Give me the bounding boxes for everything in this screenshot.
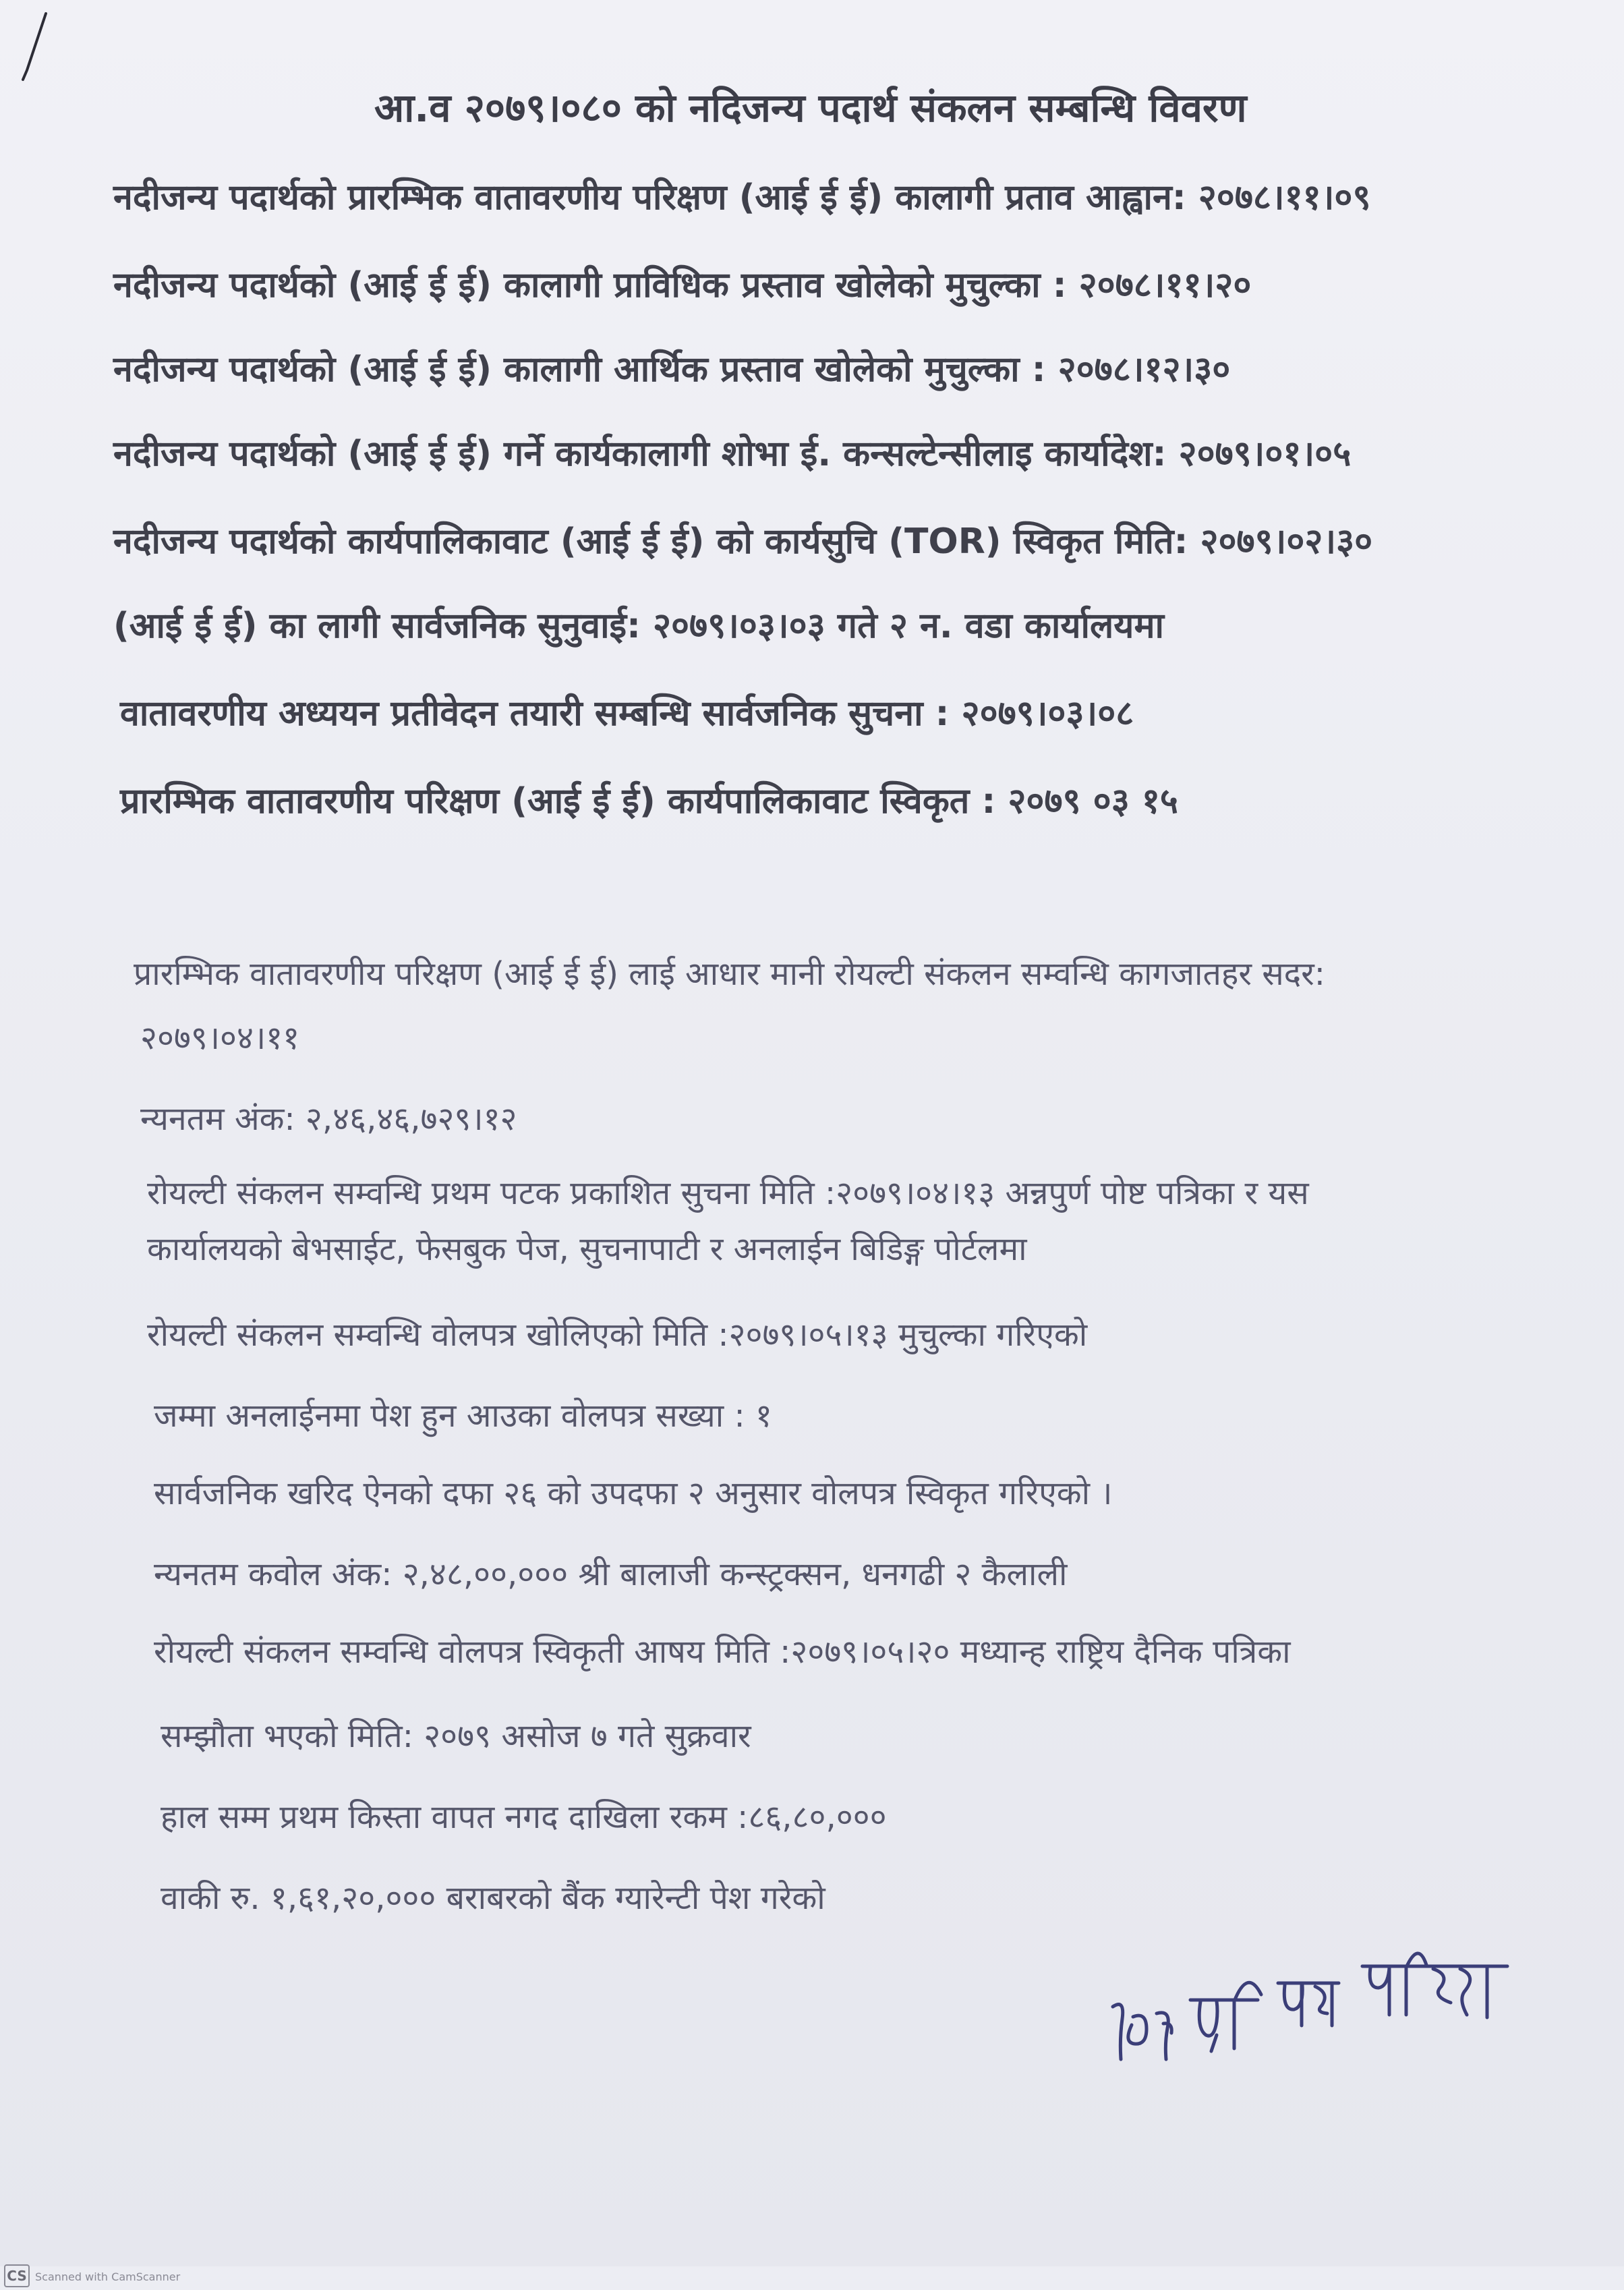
line-bid-opening: रोयल्टी संकलन सम्वन्धि वोलपत्र खोलिएको मिति :२०७९।०५।१३ मुचुल्का गरिएको: [147, 1316, 1088, 1354]
line-bank-guarantee: वाकी रु. १,६१,२०,००० बराबरको बैंक ग्यारेन्टी पेश गरेको: [161, 1879, 825, 1917]
line-technical-proposal: नदीजन्य पदार्थको (आई ई ई) कालागी प्राविधिक प्रस्ताव खोलेको मुचुल्का : २०७८।११।२०: [113, 265, 1252, 306]
line-public-notice: वातावरणीय अध्ययन प्रतीवेदन तयारी सम्बन्धि सार्वजनिक सुचना : २०७९।०३।०८: [120, 693, 1134, 734]
line-agreement-date: सम्झौता भएको मिति: २०७९ असोज ७ गते सुक्रवार: [161, 1717, 751, 1755]
line-first-installment: हाल सम्म प्रथम किस्ता वापत नगद दाखिला रकम :८६,८०,०००: [161, 1798, 887, 1836]
line-tor-approval: नदीजन्य पदार्थको कार्यपालिकावाट (आई ई ई) को कार्यसुचि (TOR) स्विकृत मिति: २०७९।०२।३०: [113, 521, 1373, 562]
camscanner-watermark-text: Scanned with CamScanner: [35, 2270, 181, 2283]
line-first-notice-cont: कार्यालयको बेभसाईट, फेसबुक पेज, सुचनापाटी र अनलाईन बिडिङ्ग पोर्टलमा: [147, 1230, 1027, 1268]
camscanner-logo: CS: [4, 2264, 30, 2287]
line-work-order: नदीजन्य पदार्थको (आई ई ई) गर्ने कार्यकालागी शोभा ई. कन्सल्टेन्सीलाइ कार्यादेश: २०७९।०१।०५: [113, 434, 1352, 474]
line-iee-approval: प्रारम्भिक वातावरणीय परिक्षण (आई ई ई) कार्यपालिकावाट स्विकृत : २०७९ ०३ १५: [120, 781, 1178, 822]
line-financial-proposal: नदीजन्य पदार्थको (आई ई ई) कालागी आर्थिक प्रस्ताव खोलेको मुचुल्का : २०७८।१२।३०: [113, 349, 1231, 390]
line-public-hearing: (आई ई ई) का लागी सार्वजनिक सुनुवाई: २०७९।०३।०३ गते २ न. वडा कार्यालयमा: [113, 606, 1165, 646]
line-bid-count: जम्मा अनलाईनमा पेश हुन आउका वोलपत्र सख्या : १: [154, 1397, 772, 1435]
line-procurement-act: सार्वजनिक खरिद ऐनको दफा २६ को उपदफा २ अनुसार वोलपत्र स्विकृत गरिएको ।: [154, 1475, 1113, 1512]
line-royalty-documents-date: २०७९।०४।११: [140, 1019, 300, 1057]
line-bid-acceptance: रोयल्टी संकलन सम्वन्धि वोलपत्र स्विकृती आषय मिति :२०७९।०५।२० मध्यान्ह राष्ट्रिय दैनिक पत्रिका: [154, 1633, 1291, 1671]
handwritten-note: [1099, 1926, 1517, 2081]
line-royalty-documents: प्रारम्भिक वातावरणीय परिक्षण (आई ई ई) लाई आधार मानी रोयल्टी संकलन सम्वन्धि कागजातहर सदर:: [134, 955, 1325, 993]
line-minimum-bid: न्यनतम कवोल अंक: २,४८,००,००० श्री बालाजी कन्स्ट्रक्सन, धनगढी २ कैलाली: [154, 1555, 1068, 1593]
document-title: आ.व २०७९।०८० को नदिजन्य पदार्थ संकलन सम्बन्धि विवरण: [374, 85, 1247, 131]
line-first-notice: रोयल्टी संकलन सम्वन्धि प्रथम पटक प्रकाशित सुचना मिति :२०७९।०४।१३ अन्नपुर्ण पोष्ट पत्रिका र यस: [147, 1174, 1309, 1212]
line-minimum-amount: न्यनतम अंक: २,४६,४६,७२९।१२: [140, 1100, 517, 1138]
line-iee-proposal-call: नदीजन्य पदार्थको प्रारम्भिक वातावरणीय परिक्षण (आई ई ई) कालागी प्रताव आह्वान: २०७८।११।०९: [113, 177, 1371, 218]
pen-stroke-mark: [7, 9, 61, 84]
